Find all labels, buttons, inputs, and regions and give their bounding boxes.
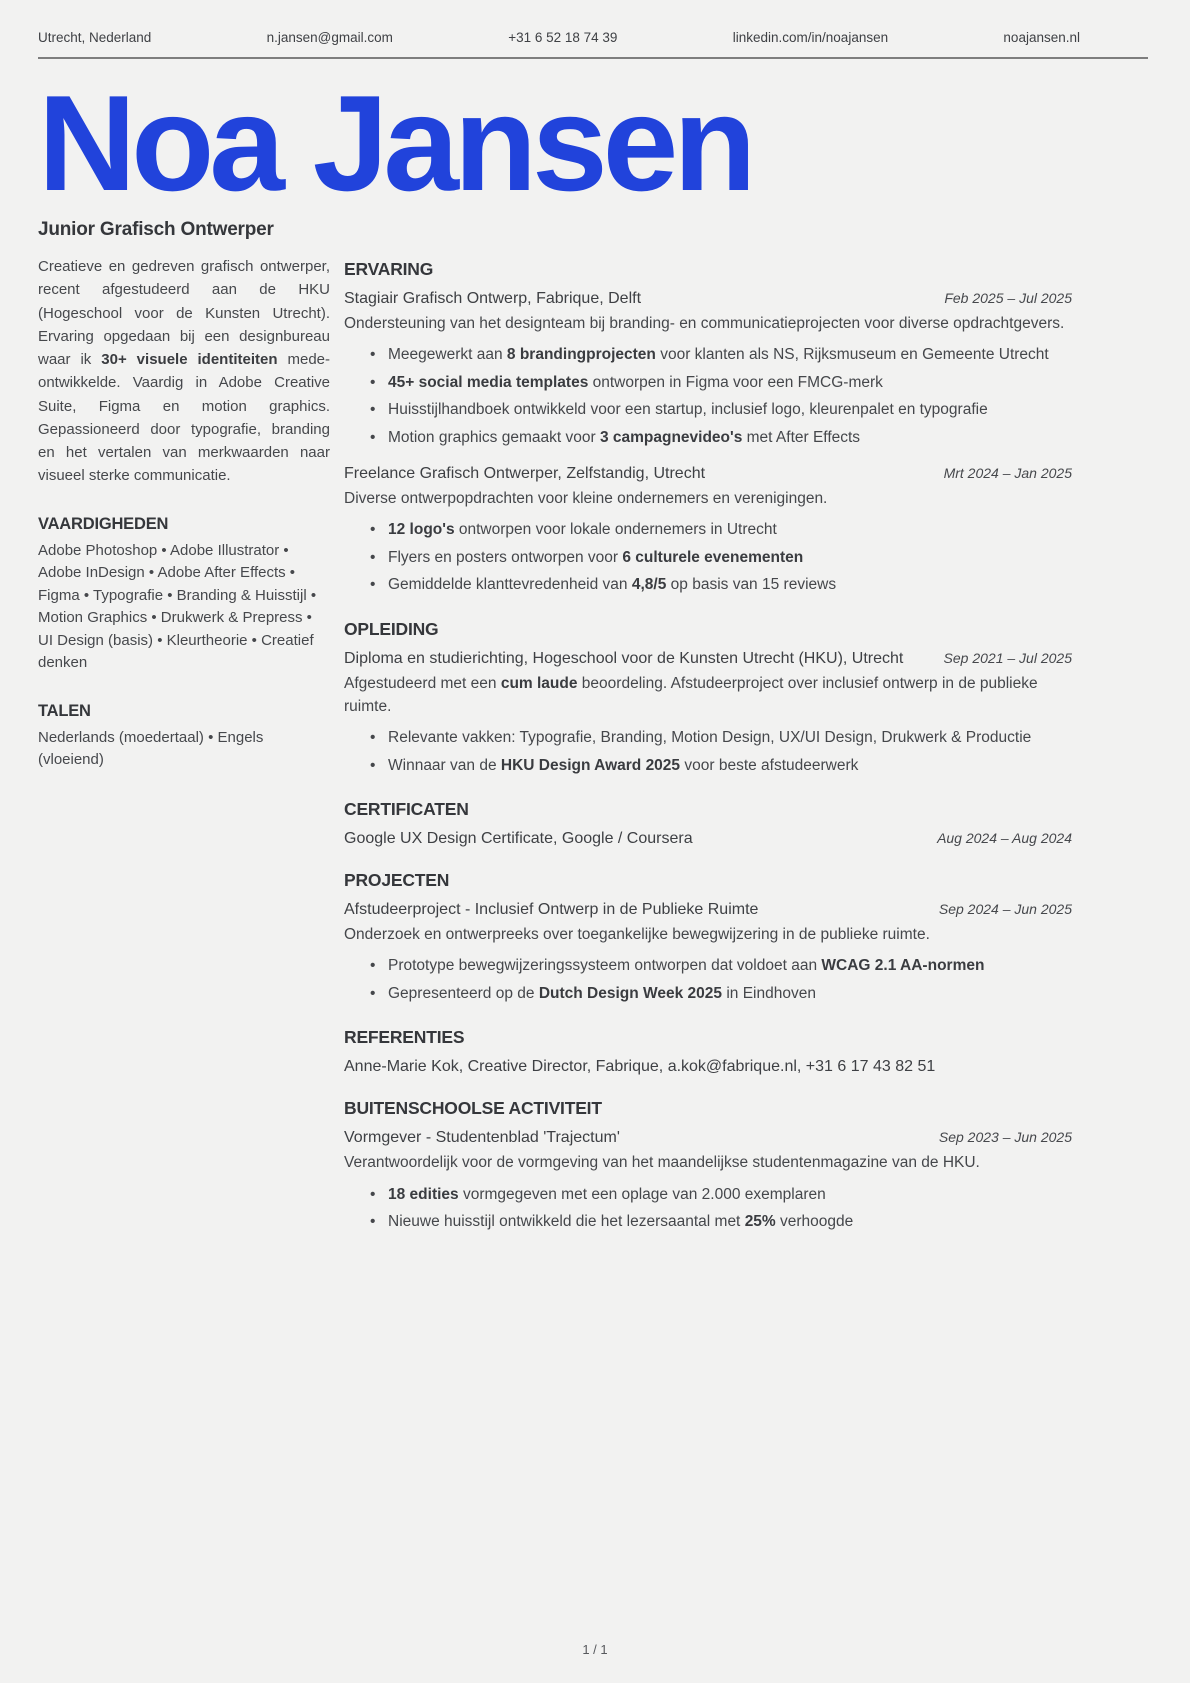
section-heading-certificaten: CERTIFICATEN	[344, 799, 469, 820]
bullet-list	[344, 344, 1072, 449]
bullet-dot-icon: •	[370, 576, 376, 594]
bullet-text: Meegewerkt aan 8 brandingprojecten voor klanten als NS, Rijksmuseum en Gemeente Utrecht	[388, 346, 1049, 364]
bullet-dot-icon: •	[370, 428, 376, 446]
languages-heading: TALEN	[38, 701, 91, 720]
contact-website: noajansen.nl	[1003, 30, 1080, 45]
bullet-text: Nieuwe huisstijl ontwikkeld die het lezersaantal met 25% verhoogde	[388, 1213, 854, 1231]
entry-header	[344, 290, 1072, 308]
entry-description: Afgestudeerd met een cum laude beoordeling. Afstudeerproject over inclusief ontwerp in de publieke ruimte.	[344, 674, 1038, 716]
section-heading-opleiding: OPLEIDING	[344, 618, 439, 639]
entry-description: Onderzoek en ontwerpreeks over toegankelijke bewegwijzering in de publieke ruimte.	[344, 926, 930, 944]
bullet-list	[344, 519, 1072, 596]
section-referenties	[344, 1027, 1072, 1076]
entry	[344, 901, 1072, 1005]
bullet-dot-icon: •	[370, 373, 376, 391]
bullet-item	[370, 399, 1072, 421]
entry-date: Sep 2024 – Jun 2025	[938, 901, 1072, 918]
bullet-dot-icon: •	[370, 548, 376, 566]
entry-header	[344, 465, 1072, 483]
bullet-dot-icon: •	[370, 729, 376, 747]
bullet-item	[370, 519, 1072, 541]
entry-date: Feb 2025 – Jul 2025	[944, 290, 1072, 306]
bullet-dot-icon: •	[370, 346, 376, 364]
section-certificaten	[344, 799, 1072, 848]
bullet-list	[344, 727, 1072, 777]
entry	[344, 1129, 1072, 1233]
bullet-text: Gepresenteerd op de Dutch Design Week 2025 in Eindhoven	[388, 984, 816, 1002]
skills-list: Adobe Photoshop • Adobe Illustrator • Adobe InDesign • Adobe After Effects • Figma • Typografie • Branding & Huisstijl • Motion Graphics • Drukwerk & Prepress • UI Design (basis) • Kleurtheorie • Creatief denken	[38, 541, 317, 671]
bullet-text: Flyers en posters ontworpen voor 6 culturele evenementen	[388, 548, 804, 566]
entry-date: Aug 2024 – Aug 2024	[937, 830, 1072, 847]
bullet-item	[370, 727, 1072, 749]
entry-date: Sep 2023 – Jun 2025	[938, 1129, 1072, 1146]
bullet-dot-icon: •	[370, 957, 376, 975]
bullet-item	[370, 344, 1072, 366]
entry	[344, 1058, 1072, 1076]
bullet-text: Relevante vakken: Typografie, Branding, Motion Design, UX/UI Design, Drukwerk & Productie	[388, 729, 1032, 747]
bullet-list	[344, 1184, 1072, 1234]
bullet-item	[370, 547, 1072, 569]
bullet-item	[370, 574, 1072, 596]
section-heading-referenties: REFERENTIES	[344, 1027, 465, 1048]
languages-list: Nederlands (moedertaal) • Engels (vloeiend)	[38, 728, 264, 768]
bullet-text: 45+ social media templates ontworpen in Figma voor een FMCG-merk	[388, 373, 883, 391]
person-name: Noa Jansen	[38, 67, 752, 219]
bullet-dot-icon: •	[370, 756, 376, 774]
section-opleiding	[344, 619, 1072, 777]
entry-title: Freelance Grafisch Ontwerper, Zelfstandig, Utrecht	[344, 465, 706, 483]
entry	[344, 465, 1072, 597]
bullet-item	[370, 1211, 1072, 1233]
bullet-dot-icon: •	[370, 1213, 376, 1231]
entry-description: Diverse ontwerpopdrachten voor kleine ondernemers en verenigingen.	[344, 490, 828, 508]
page-number: 1 / 1	[582, 1642, 608, 1657]
skills-heading: VAARDIGHEDEN	[38, 514, 169, 533]
bullet-text: Gemiddelde klanttevredenheid van 4,8/5 op basis van 15 reviews	[388, 576, 837, 594]
bullet-dot-icon: •	[370, 521, 376, 539]
bullet-text: 18 edities vormgegeven met een oplage van 2.000 exemplaren	[388, 1185, 826, 1203]
contact-phone: +31 6 52 18 74 39	[508, 30, 618, 45]
bullet-item	[370, 955, 1072, 977]
bullet-text: Prototype bewegwijzeringssysteem ontworpen dat voldoet aan WCAG 2.1 AA-normen	[388, 957, 985, 975]
entry-title: Afstudeerproject - Inclusief Ontwerp in de Publieke Ruimte	[344, 901, 759, 919]
section-buitenschoolse-activiteit	[344, 1098, 1072, 1233]
entry-title: Stagiair Grafisch Ontwerp, Fabrique, Delft	[344, 290, 642, 307]
content-columns	[38, 219, 1152, 1239]
bullet-text: Huisstijlhandboek ontwikkeld voor een startup, inclusief logo, kleurenpalet en typografie	[388, 401, 988, 419]
bullet-dot-icon: •	[370, 1185, 376, 1203]
contact-linkedin: linkedin.com/in/noajansen	[732, 30, 889, 45]
contact-email: n.jansen@gmail.com	[266, 30, 393, 45]
entry-description: Ondersteuning van het designteam bij branding- en communicatieprojecten voor diverse opdrachtgevers.	[344, 315, 1065, 332]
section-heading-buitenschoolse-activiteit: BUITENSCHOOLSE ACTIVITEIT	[344, 1098, 602, 1119]
entry-title: Vormgever - Studentenblad 'Trajectum'	[344, 1129, 620, 1147]
sidebar	[38, 219, 330, 772]
entry-header	[344, 1129, 1072, 1147]
bullet-text: 12 logo's ontworpen voor lokale ondernemers in Utrecht	[388, 521, 777, 539]
entry	[344, 830, 1072, 848]
entry-description: Verantwoordelijk voor de vormgeving van het maandelijkse studentenmagazine van de HKU.	[344, 1154, 980, 1172]
bullet-item	[370, 1184, 1072, 1206]
section-heading-projecten: PROJECTEN	[344, 870, 450, 891]
section-heading-ervaring: ERVARING	[344, 259, 434, 279]
bullet-text: Motion graphics gemaakt voor 3 campagnevideo's met After Effects	[388, 428, 861, 446]
section-projecten	[344, 870, 1072, 1005]
entry-date: Mrt 2024 – Jan 2025	[943, 465, 1072, 482]
entry-header	[344, 830, 1072, 848]
contact-location: Utrecht, Nederland	[38, 30, 152, 45]
entry-title: Diploma en studierichting, Hogeschool voor de Kunsten Utrecht (HKU), Utrecht	[344, 649, 904, 667]
bullet-item	[370, 755, 1072, 777]
profile-summary: Creatieve en gedreven grafisch ontwerper, recent afgestudeerd aan de HKU (Hogeschool voor de Kunsten Utrecht). Ervaring opgedaan bij een designbureau waar ik 30+ visuele identiteiten mede-ontwikkelde. Vaardig in Adobe Creative Suite, Figma en motion graphics. Gepassioneerd door typografie, branding en het vertalen van merkwaarden naar visueel sterke communicatie.	[38, 258, 331, 485]
entry	[344, 290, 1072, 449]
bullet-item	[370, 427, 1072, 449]
bullet-dot-icon: •	[370, 401, 376, 419]
entry-title: Google UX Design Certificate, Google / Coursera	[344, 830, 693, 848]
bullet-dot-icon: •	[370, 984, 376, 1002]
entry-date: Sep 2021 – Jul 2025	[943, 649, 1072, 666]
main-content	[344, 219, 1072, 1239]
entry-header	[344, 1058, 1072, 1076]
entry	[344, 650, 1072, 777]
entry-header	[344, 650, 1072, 668]
bullet-item	[370, 983, 1072, 1005]
job-title: Junior Grafisch Ontwerper	[38, 219, 274, 240]
entry-header	[344, 901, 1072, 919]
bullet-list	[344, 955, 1072, 1005]
entry-title: Anne-Marie Kok, Creative Director, Fabrique, a.kok@fabrique.nl, +31 6 17 43 82 51	[344, 1058, 936, 1076]
contact-bar	[38, 30, 1080, 57]
section-ervaring	[344, 259, 1072, 597]
bullet-text: Winnaar van de HKU Design Award 2025 voor beste afstudeerwerk	[388, 756, 859, 774]
header-divider	[38, 57, 1148, 59]
bullet-item	[370, 372, 1072, 394]
